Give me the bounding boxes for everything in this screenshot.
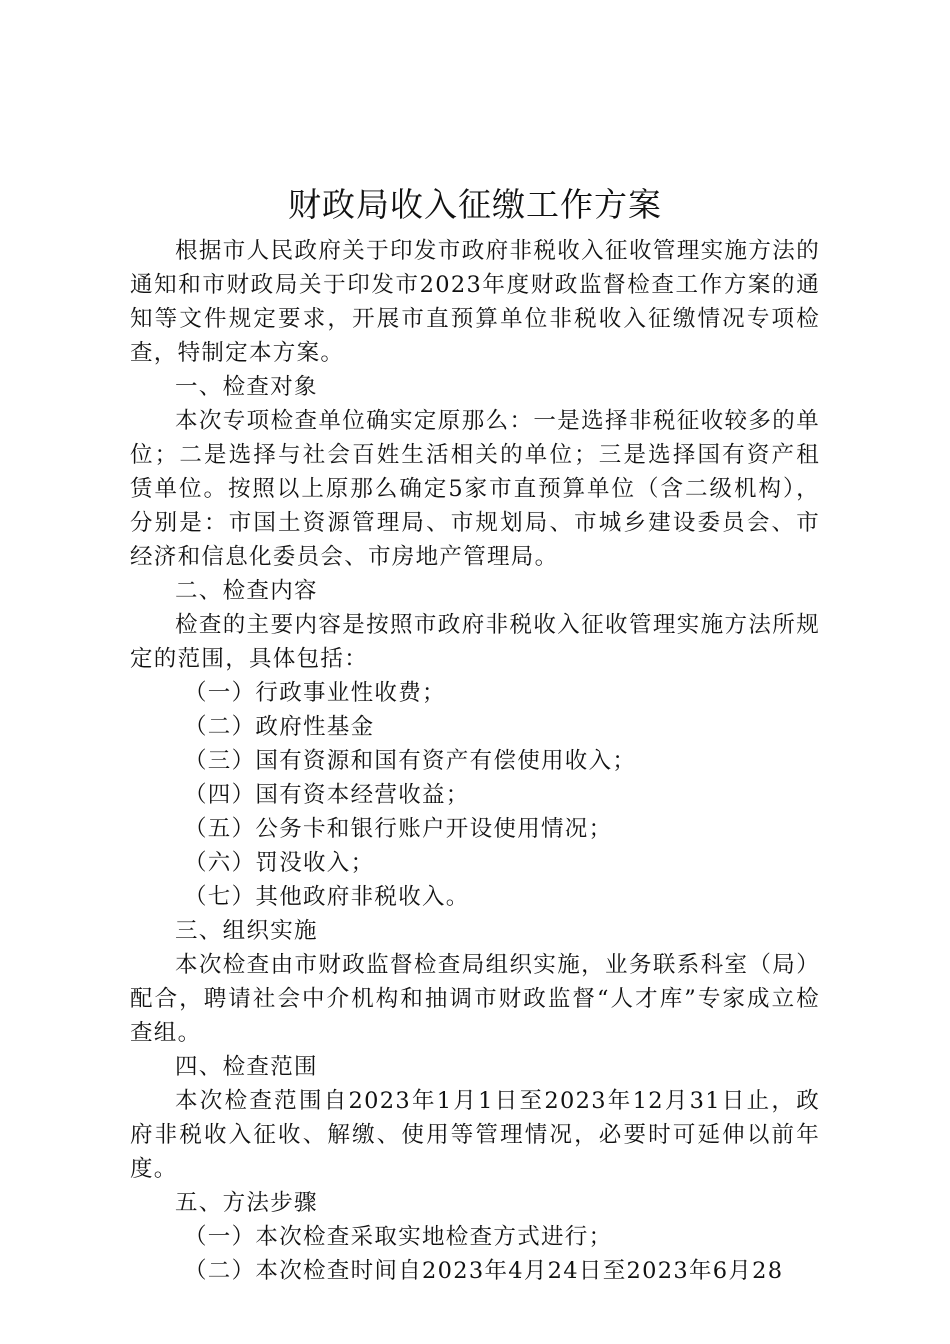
- inspection-targets-paragraph: 本次专项检查单位确实定原那么：一是选择非税征收较多的单位；二是选择与社会百姓生活相关的单位；三是选择国有资产租赁单位。按照以上原那么确定5家市直预算单位（含二级机构），分别是：市国土资源管理局、市规划局、市城乡建设委员会、市经济和信息化委员会、市房地产管理局。: [130, 408, 820, 570]
- content-list-item: （二）政府性基金: [184, 714, 375, 740]
- content-list-item: （一）行政事业性收费；: [184, 680, 446, 706]
- document-title: 财政局收入征缴工作方案: [288, 185, 662, 224]
- organization-paragraph: 本次检查由市财政监督检查局组织实施，业务联系科室（局）配合，聘请社会中介机构和抽调市财政监督“人才库”专家成立检查组。: [130, 952, 820, 1046]
- content-list-item: （四）国有资本经营收益；: [184, 782, 470, 808]
- section-heading-inspection-targets: 一、检查对象: [175, 374, 318, 400]
- content-list-item: （三）国有资源和国有资产有偿使用收入；: [184, 748, 637, 774]
- content-list-item: （七）其他政府非税收入。: [184, 884, 470, 910]
- section-heading-methods: 五、方法步骤: [175, 1190, 318, 1216]
- document-body: [130, 234, 820, 1288]
- section-heading-scope: 四、检查范围: [175, 1054, 318, 1080]
- intro-paragraph: 根据市人民政府关于印发市政府非税收入征收管理实施方法的通知和市财政局关于印发市2023年度财政监督检查工作方案的通知等文件规定要求，开展市直预算单位非税收入征缴情况专项检查，特制定本方案。: [130, 238, 820, 366]
- inspection-content-paragraph: 检查的主要内容是按照市政府非税收入征收管理实施方法所规定的范围，具体包括：: [130, 612, 820, 672]
- methods-list-item: （二）本次检查时间自2023年4月24日至2023年6月28: [184, 1258, 784, 1284]
- section-heading-inspection-content: 二、检查内容: [175, 578, 318, 604]
- content-list-item: （五）公务卡和银行账户开设使用情况；: [184, 816, 613, 842]
- content-list-item: （六）罚没收入；: [184, 850, 375, 876]
- scope-paragraph: 本次检查范围自2023年1月1日至2023年12月31日止，政府非税收入征收、解缴、使用等管理情况，必要时可延伸以前年度。: [130, 1088, 820, 1182]
- section-heading-organization: 三、组织实施: [175, 918, 318, 944]
- methods-list-item: （一）本次检查采取实地检查方式进行；: [184, 1224, 613, 1250]
